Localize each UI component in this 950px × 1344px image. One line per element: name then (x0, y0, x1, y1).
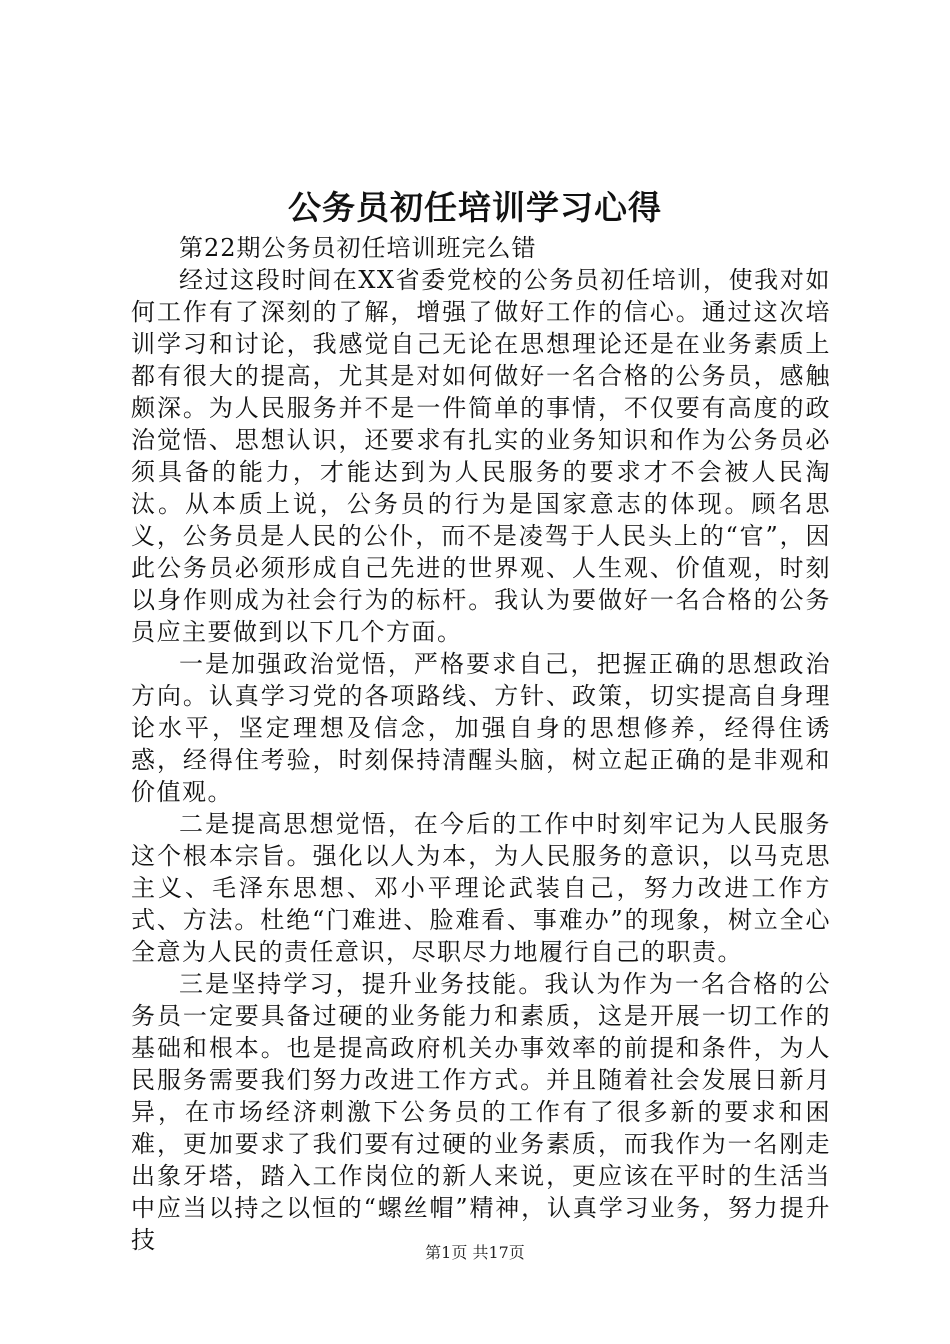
document-body (131, 232, 831, 1256)
paragraph-point-three: 三是坚持学习，提升业务技能。我认为作为一名合格的公务员一定要具备过硬的业务能力和素质，这是开展一切工作的基础和根本。也是提高政府机关办事效率的前提和条件，为人民服务需要我们努力改进工作方式。并且随着社会发展日新月异，在市场经济刺激下公务员的工作有了很多新的要求和困难，更加要求了我们要有过硬的业务素质，而我作为一名刚走出象牙塔，踏入工作岗位的新人来说，更应该在平时的生活当中应当以持之以恒的“螺丝帽”精神，认真学习业务，努力提升技 (131, 970, 831, 1254)
page-number-footer: 第1页 共17页 (425, 1243, 525, 1262)
document-subtitle: 第22期公务员初任培训班完么错 (179, 234, 537, 262)
document-title: 公务员初任培训学习心得 (288, 188, 662, 227)
paragraph-intro: 经过这段时间在XX省委党校的公务员初任培训，使我对如何工作有了深刻的了解，增强了做好工作的信心。通过这次培训学习和讨论，我感觉自己无论在思想理论还是在业务素质上都有很大的提高，尤其是对如何做好一名合格的公务员，感触颇深。为人民服务并不是一件简单的事情，不仅要有高度的政治觉悟、思想认识，还要求有扎实的业务知识和作为公务员必须具备的能力，才能达到为人民服务的要求才不会被人民淘汰。从本质上说，公务员的行为是国家意志的体现。顾名思义，公务员是人民的公仆，而不是凌驾于人民头上的“官”，因此公务员必须形成自己先进的世界观、人生观、价值观，时刻以身作则成为社会行为的标杆。我认为要做好一名合格的公务员应主要做到以下几个方面。 (131, 266, 831, 646)
paragraph-point-two: 二是提高思想觉悟，在今后的工作中时刻牢记为人民服务这个根本宗旨。强化以人为本，为人民服务的意识，以马克思主义、毛泽东思想、邓小平理论武装自己，努力改进工作方式、方法。杜绝“门难进、脸难看、事难办”的现象，树立全心全意为人民的责任意识，尽职尽力地履行自己的职责。 (131, 810, 831, 966)
paragraph-point-one: 一是加强政治觉悟，严格要求自己，把握正确的思想政治方向。认真学习党的各项路线、方针、政策，切实提高自身理论水平，坚定理想及信念，加强自身的思想修养，经得住诱惑，经得住考验，时刻保持清醒头脑，树立起正确的是非观和价值观。 (131, 650, 831, 806)
